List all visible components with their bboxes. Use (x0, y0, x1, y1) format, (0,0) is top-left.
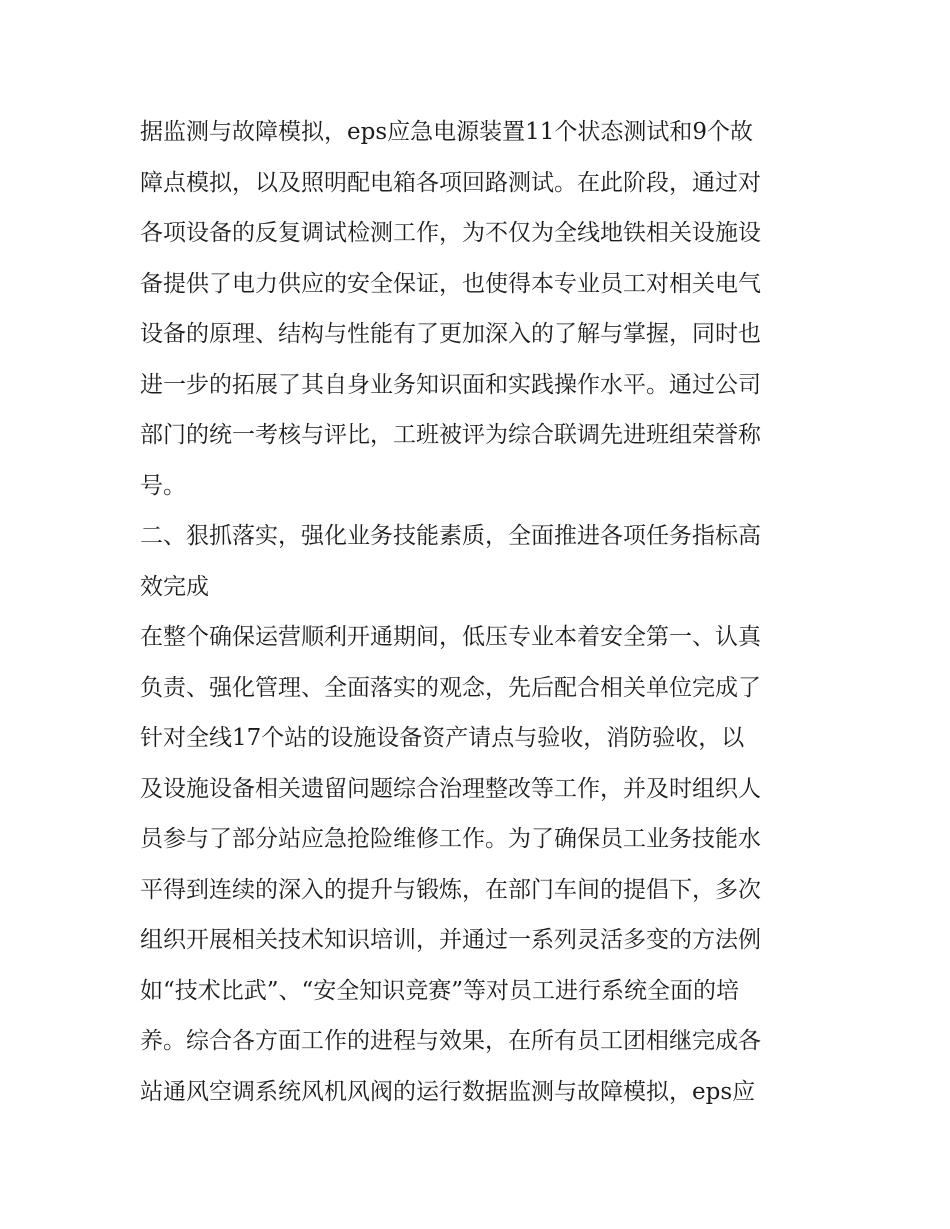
text-line: 备提供了电力供应的安全保证，也使得本专业员工对相关电气 (140, 270, 761, 297)
text-line: 站通风空调系统风机风阀的运行数据监测与故障模拟，eps应 (140, 1078, 756, 1105)
text-line: 如“技术比武”、“安全知识竞赛”等对员工进行系统全面的培 (140, 977, 740, 1004)
document-body (140, 107, 820, 1117)
text-line: 据监测与故障模拟，eps应急电源装置11个状态测试和9个故 (140, 119, 754, 145)
text-line: 在整个确保运营顺利开通期间，低压专业本着安全第一、认真 (140, 624, 761, 650)
text-line: 设备的原理、结构与性能有了更加深入的了解与掌握，同时也 (140, 321, 761, 347)
section-heading-line: 效完成 (140, 573, 209, 600)
text-line: 各项设备的反复调试检测工作，为不仅为全线地铁相关设施设 (140, 220, 761, 246)
text-line: 及设施设备相关遗留问题综合治理整改等工作，并及时组织人 (140, 775, 761, 802)
text-line: 员参与了部分站应急抢险维修工作。为了确保员工业务技能水 (140, 826, 761, 852)
text-line: 负责、强化管理、全面落实的观念，先后配合相关单位完成了 (140, 674, 761, 701)
text-line: 组织开展相关技术知识培训，并通过一系列灵活多变的方法例 (140, 927, 761, 953)
text-line: 部门的统一考核与评比，工班被评为综合联调先进班组荣誉称 (140, 422, 761, 448)
text-line: 针对全线17个站的设施设备资产请点与验收，消防验收，以 (140, 725, 745, 751)
text-line: 号。 (140, 472, 186, 499)
text-line: 平得到连续的深入的提升与锻炼，在部门车间的提倡下，多次 (140, 876, 761, 903)
text-line: 进一步的拓展了其自身业务知识面和实践操作水平。通过公司 (140, 371, 761, 398)
text-line: 障点模拟，以及照明配电箱各项回路测试。在此阶段，通过对 (140, 169, 761, 196)
section-heading-line: 二、狠抓落实，强化业务技能素质，全面推进各项任务指标高 (140, 523, 761, 549)
text-line: 养。综合各方面工作的进程与效果，在所有员工团相继完成各 (140, 1028, 761, 1054)
